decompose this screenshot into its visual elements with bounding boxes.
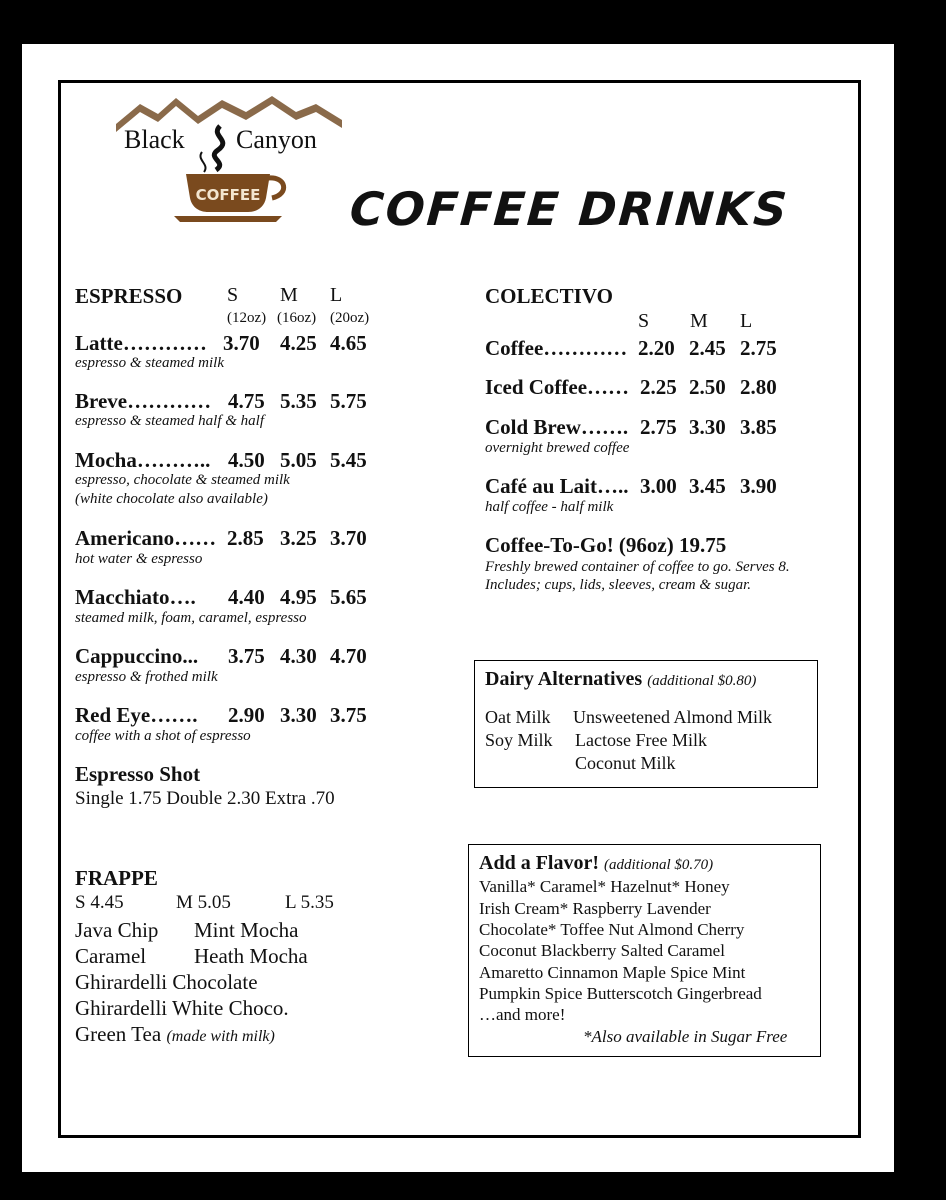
price-s: 2.20 bbox=[638, 336, 675, 360]
logo-cup-text: COFFEE bbox=[195, 186, 261, 204]
menu-item-coffee-to-go: Coffee-To-Go! (96oz) 19.75 bbox=[485, 533, 727, 557]
frappe-flavor: Heath Mocha bbox=[194, 944, 308, 968]
menu-item-macchiato bbox=[75, 585, 196, 610]
colectivo-size-m: M bbox=[690, 310, 708, 332]
menu-item-cafe-au-lait bbox=[485, 474, 629, 499]
frappe-flavor: Ghirardelli Chocolate bbox=[75, 970, 258, 994]
item-description: hot water & espresso bbox=[75, 551, 203, 567]
price-m: 4.95 bbox=[280, 585, 317, 609]
menu-item-americano bbox=[75, 526, 216, 551]
dairy-title-line bbox=[485, 668, 756, 691]
price-l: 5.75 bbox=[330, 389, 367, 413]
menu-item-cappuccino bbox=[75, 644, 198, 669]
menu-item-iced-coffee bbox=[485, 375, 629, 400]
flavor-line: Amaretto Cinnamon Maple Spice Mint bbox=[479, 963, 746, 982]
frappe-flavor-green-tea bbox=[75, 1022, 275, 1047]
item-name: Café au Lait….. bbox=[485, 474, 629, 498]
frappe-size-m: M 5.05 bbox=[176, 892, 231, 913]
price-s: 4.50 bbox=[228, 448, 265, 472]
colectivo-size-s: S bbox=[638, 310, 650, 332]
item-description: espresso, chocolate & steamed milk bbox=[75, 472, 290, 488]
flavor-line: Vanilla* Caramel* Hazelnut* Honey bbox=[479, 877, 730, 896]
dairy-option: Soy Milk bbox=[485, 730, 553, 750]
price-s: 2.25 bbox=[640, 375, 677, 399]
price-m: 4.30 bbox=[280, 644, 317, 668]
item-name: Americano…… bbox=[75, 526, 217, 550]
flavor-title-line bbox=[479, 852, 713, 875]
menu-item-cold-brew bbox=[485, 415, 628, 440]
dairy-note: (additional $0.80) bbox=[647, 673, 757, 689]
price-s: 4.40 bbox=[228, 585, 265, 609]
espresso-oz-m: (16oz) bbox=[277, 310, 317, 326]
price-s: 3.75 bbox=[228, 644, 265, 668]
frappe-flavor-name: Green Tea bbox=[75, 1022, 162, 1046]
frappe-size-l: L 5.35 bbox=[285, 892, 334, 913]
price-l: 3.85 bbox=[740, 415, 777, 439]
item-name: Latte………… bbox=[75, 331, 207, 355]
espresso-oz-s: (12oz) bbox=[227, 310, 267, 326]
flavor-line: Coconut Blackberry Salted Caramel bbox=[479, 941, 725, 960]
espresso-size-s: S bbox=[227, 284, 239, 306]
item-name: Macchiato…. bbox=[75, 585, 196, 609]
dairy-option: Unsweetened Almond Milk bbox=[573, 707, 772, 727]
price-l: 2.75 bbox=[740, 336, 777, 360]
price-s: 2.85 bbox=[227, 526, 264, 550]
price-m: 3.45 bbox=[689, 474, 726, 498]
espresso-oz-l: (20oz) bbox=[330, 310, 370, 326]
item-description: espresso & steamed half & half bbox=[75, 413, 265, 429]
item-description: overnight brewed coffee bbox=[485, 440, 630, 456]
frappe-flavor-note: (made with milk) bbox=[166, 1028, 275, 1045]
flavor-line: Chocolate* Toffee Nut Almond Cherry bbox=[479, 920, 745, 939]
item-description: half coffee - half milk bbox=[485, 499, 614, 515]
frappe-heading: FRAPPE bbox=[75, 866, 158, 890]
item-description: coffee with a shot of espresso bbox=[75, 728, 251, 744]
logo-word-left: Black bbox=[124, 125, 185, 154]
price-l: 3.70 bbox=[330, 526, 367, 550]
item-name: Iced Coffee…… bbox=[485, 375, 630, 399]
price-s: 2.90 bbox=[228, 703, 265, 727]
frappe-flavor: Ghirardelli White Choco. bbox=[75, 996, 289, 1020]
logo-graphic bbox=[110, 90, 350, 230]
price-s: 4.75 bbox=[228, 389, 265, 413]
menu-item-mocha bbox=[75, 448, 210, 473]
item-name: Mocha……….. bbox=[75, 448, 211, 472]
item-name: Coffee………… bbox=[485, 336, 628, 360]
espresso-heading: ESPRESSO bbox=[75, 284, 183, 308]
colectivo-heading: COLECTIVO bbox=[485, 284, 613, 308]
espresso-shot-heading: Espresso Shot bbox=[75, 762, 201, 786]
price-l: 3.90 bbox=[740, 474, 777, 498]
price-l: 4.70 bbox=[330, 644, 367, 668]
price-m: 4.25 bbox=[280, 331, 317, 355]
item-name: Cold Brew……. bbox=[485, 415, 629, 439]
price-m: 5.35 bbox=[280, 389, 317, 413]
price-l: 5.45 bbox=[330, 448, 367, 472]
item-description: (white chocolate also available) bbox=[75, 491, 268, 507]
price-m: 2.50 bbox=[689, 375, 726, 399]
dairy-title: Dairy Alternatives bbox=[485, 668, 643, 690]
black-canyon-logo bbox=[110, 90, 350, 230]
item-name: Breve………… bbox=[75, 389, 212, 413]
menu-item-coffee bbox=[485, 336, 627, 361]
price-l: 4.65 bbox=[330, 331, 367, 355]
dairy-option: Coconut Milk bbox=[575, 753, 676, 773]
menu-item-latte bbox=[75, 331, 207, 356]
price-l: 3.75 bbox=[330, 703, 367, 727]
menu-item-breve bbox=[75, 389, 211, 414]
item-description: Freshly brewed container of coffee to go. Serves 8. bbox=[485, 559, 790, 575]
flavor-note: (additional $0.70) bbox=[604, 857, 714, 873]
price-s: 3.00 bbox=[640, 474, 677, 498]
price-m: 5.05 bbox=[280, 448, 317, 472]
espresso-shot-prices: Single 1.75 Double 2.30 Extra .70 bbox=[75, 788, 335, 809]
frappe-flavor: Mint Mocha bbox=[194, 918, 299, 942]
price-s: 3.70 bbox=[223, 331, 260, 355]
flavor-line: Irish Cream* Raspberry Lavender bbox=[479, 899, 711, 918]
dairy-option: Oat Milk bbox=[485, 707, 551, 727]
price-l: 5.65 bbox=[330, 585, 367, 609]
price-m: 3.30 bbox=[689, 415, 726, 439]
flavor-title: Add a Flavor! bbox=[479, 852, 599, 874]
flavor-line: …and more! bbox=[479, 1005, 566, 1024]
item-description: espresso & steamed milk bbox=[75, 355, 225, 371]
sugar-free-footnote: *Also available in Sugar Free bbox=[583, 1027, 788, 1046]
frappe-size-s: S 4.45 bbox=[75, 892, 124, 913]
frappe-flavor: Caramel bbox=[75, 944, 147, 968]
item-description: Includes; cups, lids, sleeves, cream & sugar. bbox=[485, 577, 752, 593]
espresso-size-l: L bbox=[330, 284, 343, 306]
flavor-line: Pumpkin Spice Butterscotch Gingerbread bbox=[479, 984, 762, 1003]
item-description: espresso & frothed milk bbox=[75, 669, 218, 685]
page-title: COFFEE DRINKS bbox=[348, 182, 791, 236]
colectivo-size-l: L bbox=[740, 310, 753, 332]
price-m: 3.25 bbox=[280, 526, 317, 550]
price-m: 2.45 bbox=[689, 336, 726, 360]
frappe-flavor: Java Chip bbox=[75, 918, 159, 942]
item-description: steamed milk, foam, caramel, espresso bbox=[75, 610, 307, 626]
item-name: Cappuccino... bbox=[75, 644, 199, 668]
menu-item-red-eye bbox=[75, 703, 198, 728]
item-name: Red Eye……. bbox=[75, 703, 198, 727]
price-s: 2.75 bbox=[640, 415, 677, 439]
logo-word-right: Canyon bbox=[236, 125, 317, 154]
price-m: 3.30 bbox=[280, 703, 317, 727]
espresso-size-m: M bbox=[280, 284, 298, 306]
dairy-option: Lactose Free Milk bbox=[575, 730, 707, 750]
price-l: 2.80 bbox=[740, 375, 777, 399]
